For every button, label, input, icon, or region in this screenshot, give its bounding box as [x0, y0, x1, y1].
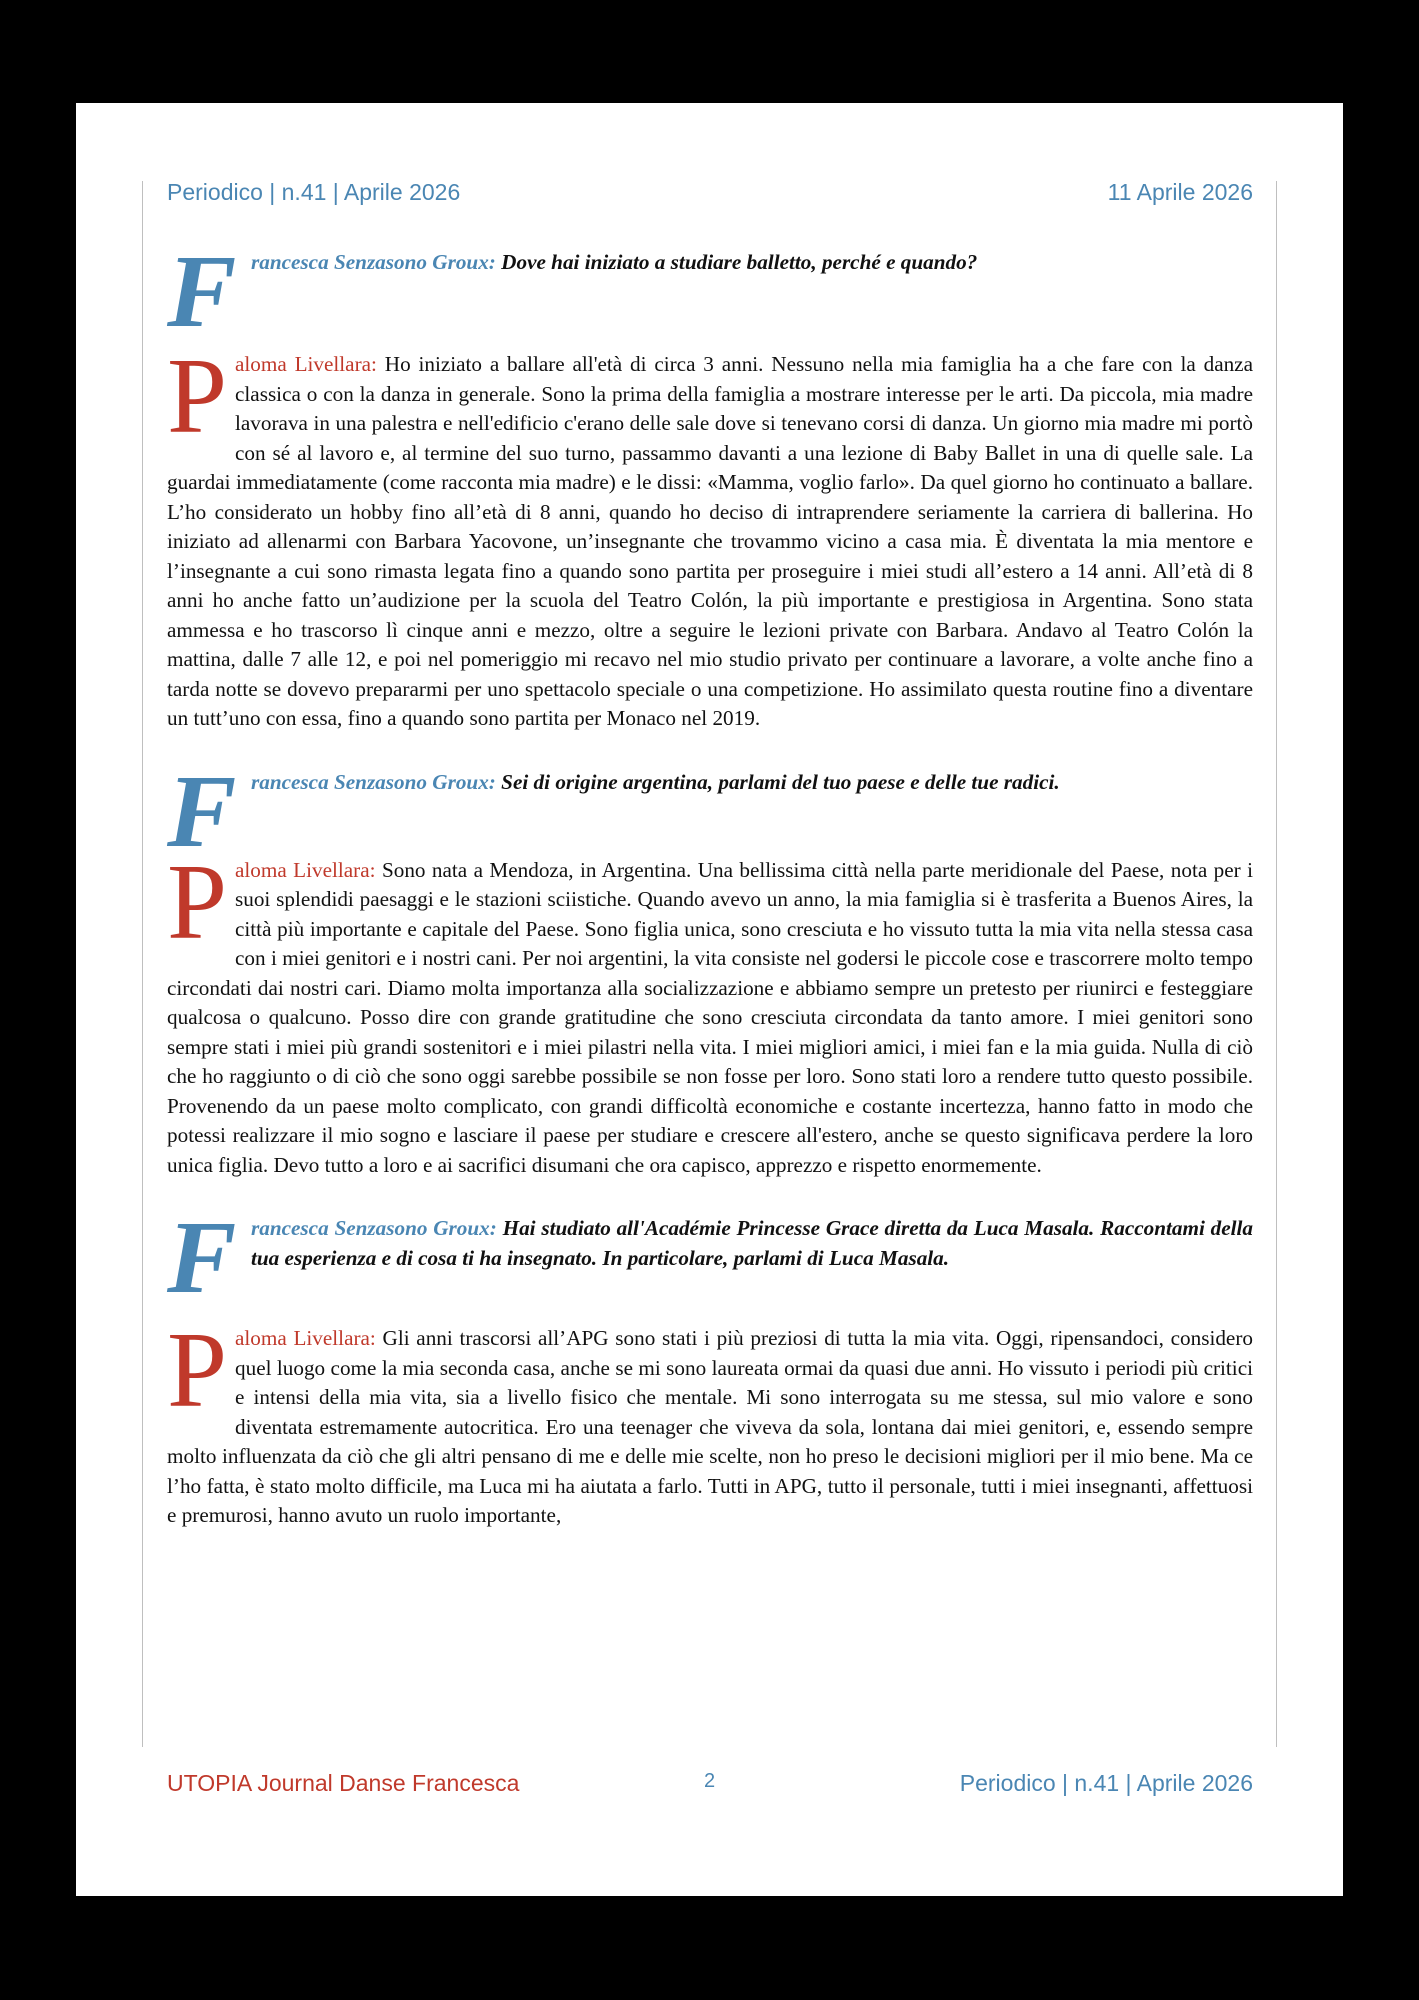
- question-1: [167, 234, 1253, 349]
- left-margin-rule: [142, 181, 143, 1747]
- interview-body: [167, 234, 1253, 1531]
- answer-2: [167, 842, 1253, 1181]
- interviewee-name: aloma Livellara:: [235, 857, 382, 882]
- question-text: Hai studiato all'Académie Princesse Grace diretta da Luca Masala. Raccontami della tua esperienza e di cosa ti ha insegnato. In particolare, parlami di Luca Masala.: [251, 1216, 1253, 1270]
- page-number: 2: [704, 1770, 716, 1792]
- footer-journal-name: UTOPIA Journal Danse Francesca: [167, 1770, 520, 1796]
- interviewer-name: rancesca Senzasono Groux:: [251, 769, 502, 794]
- document-page: [76, 103, 1343, 1896]
- interviewer-name: rancesca Senzasono Groux:: [251, 250, 502, 274]
- interviewee-name: aloma Livellara:: [235, 1326, 383, 1350]
- right-margin-rule: [1276, 181, 1277, 1747]
- answer-1: [167, 337, 1253, 734]
- question-3: [167, 1200, 1253, 1315]
- interviewer-name: rancesca Senzasono Groux:: [251, 1216, 503, 1240]
- question-2: [167, 753, 1253, 869]
- drop-cap-p: P: [167, 842, 228, 962]
- question-text: Dove hai iniziato a studiare balletto, perché e quando?: [501, 250, 978, 274]
- answer-text: Ho iniziato a ballare all'età di circa 3 anni. Nessuno nella mia famiglia ha a che fare con la danza classica o con la danza in generale. Sono la prima della famiglia a mostrare interesse per le arti. Da piccola, mia madre lavorava in una palestra e nell'edificio c'erano delle sale dove si tenevano corsi di danza. Un giorno mia madre mi portò con sé al lavoro e, al termine del suo turno, passammo davanti a una lezione di Baby Ballet in una di quelle sale. La guardai immediatamente (come racconta mia madre) e le dissi: «Mamma, voglio farlo». Da quel giorno ho continuato a ballare. L’ho considerato un hobby fino all’età di 8 anni, quando ho deciso di intraprendere seriamente la carriera di ballerina. Ho iniziato ad allenarmi con Barbara Yacovone, un’insegnante che trovammo vicino a casa mia. È diventata la mia mentore e l’insegnante a cui sono rimasta legata fino a quando sono partita per proseguire i miei studi all’estero a 14 anni. All’età di 8 anni ho anche fatto un’audizione per la scuola del Teatro Colón, la più importante e prestigiosa in Argentina. Sono stata ammessa e ho trascorso lì cinque anni e mezzo, oltre a seguire le lezioni private con Barbara. Andavo al Teatro Colón la mattina, dalle 7 alle 12, e poi nel pomeriggio mi recavo nel mio studio privato per continuare a lavorare, a volte anche fino a tarda notte se dovevo prepararmi per uno spettacolo speciale o una competizione. Ho assimilato questa routine fino a diventare un tutt’uno con essa, fino a quando sono partita per Monaco nel 2019.: [167, 352, 1253, 730]
- drop-cap-f: F: [167, 234, 237, 349]
- question-text: Sei di origine argentina, parlami del tuo paese e delle tue radici.: [501, 769, 1060, 794]
- footer-issue: Periodico | n.41 | Aprile 2026: [959, 1770, 1253, 1796]
- answer-3: [167, 1311, 1253, 1531]
- header-issue: Periodico | n.41 | Aprile 2026: [167, 179, 461, 205]
- drop-cap-f: F: [167, 753, 237, 869]
- answer-text: Gli anni trascorsi all’APG sono stati i più preziosi di tutta la mia vita. Oggi, ripensandoci, considero quel luogo come la mia seconda casa, anche se mi sono laureata ormai da quasi due anni. Ho vissuto i periodi più critici e intensi della mia vita, sia a livello fisico che mentale. Mi sono interrogata su me stessa, sul mio valore e sono diventata estremamente autocritica. Ero una teenager che viveva da sola, lontana dai miei genitori, e, essendo sempre molto influenzata da ciò che gli altri pensano di me e delle mie scelte, non ho preso le decisioni migliori per il mio bene. Ma ce l’ho fatta, è stato molto difficile, ma Luca mi ha aiutata a farlo. Tutti in APG, tutto il personale, tutti i miei insegnanti, affettuosi e premurosi, hanno avuto un ruolo importante,: [167, 1326, 1253, 1527]
- header-date: 11 Aprile 2026: [1107, 179, 1253, 205]
- drop-cap-f: F: [167, 1200, 237, 1315]
- answer-text: Sono nata a Mendoza, in Argentina. Una bellissima città nella parte meridionale del Paese, nota per i suoi splendidi paesaggi e le stazioni sciistiche. Quando avevo un anno, la mia famiglia si è trasferita a Buenos Aires, la città più importante e capitale del Paese. Sono figlia unica, sono cresciuta e ho vissuto tutta la mia vita nella stessa casa con i miei genitori e i nostri cani. Per noi argentini, la vita consiste nel godersi le piccole cose e trascorrere molto tempo circondati dai nostri cari. Diamo molta importanza alla socializzazione e abbiamo sempre un pretesto per riunirci e festeggiare qualcosa o qualcuno. Posso dire con grande gratitudine che sono cresciuta circondata da tanto amore. I miei genitori sono sempre stati i miei più grandi sostenitori e i miei pilastri nella vita. I miei migliori amici, i miei fan e la mia guida. Nulla di ciò che ho raggiunto o di ciò che sono oggi sarebbe possibile se non fosse per loro. Sono stati loro a rendere tutto questo possibile. Provenendo da un paese molto complicato, con grandi difficoltà economiche e costante incertezza, hanno fatto in modo che potessi realizzare il mio sogno e lasciare il paese per studiare e crescere all'estero, anche se questo significava perdere la loro unica figlia. Devo tutto a loro e ai sacrifici disumani che ora capisco, apprezzo e rispetto enormemente.: [167, 857, 1253, 1177]
- drop-cap-p: P: [167, 1311, 228, 1430]
- interviewee-name: aloma Livellara:: [235, 352, 385, 376]
- drop-cap-p: P: [167, 337, 228, 456]
